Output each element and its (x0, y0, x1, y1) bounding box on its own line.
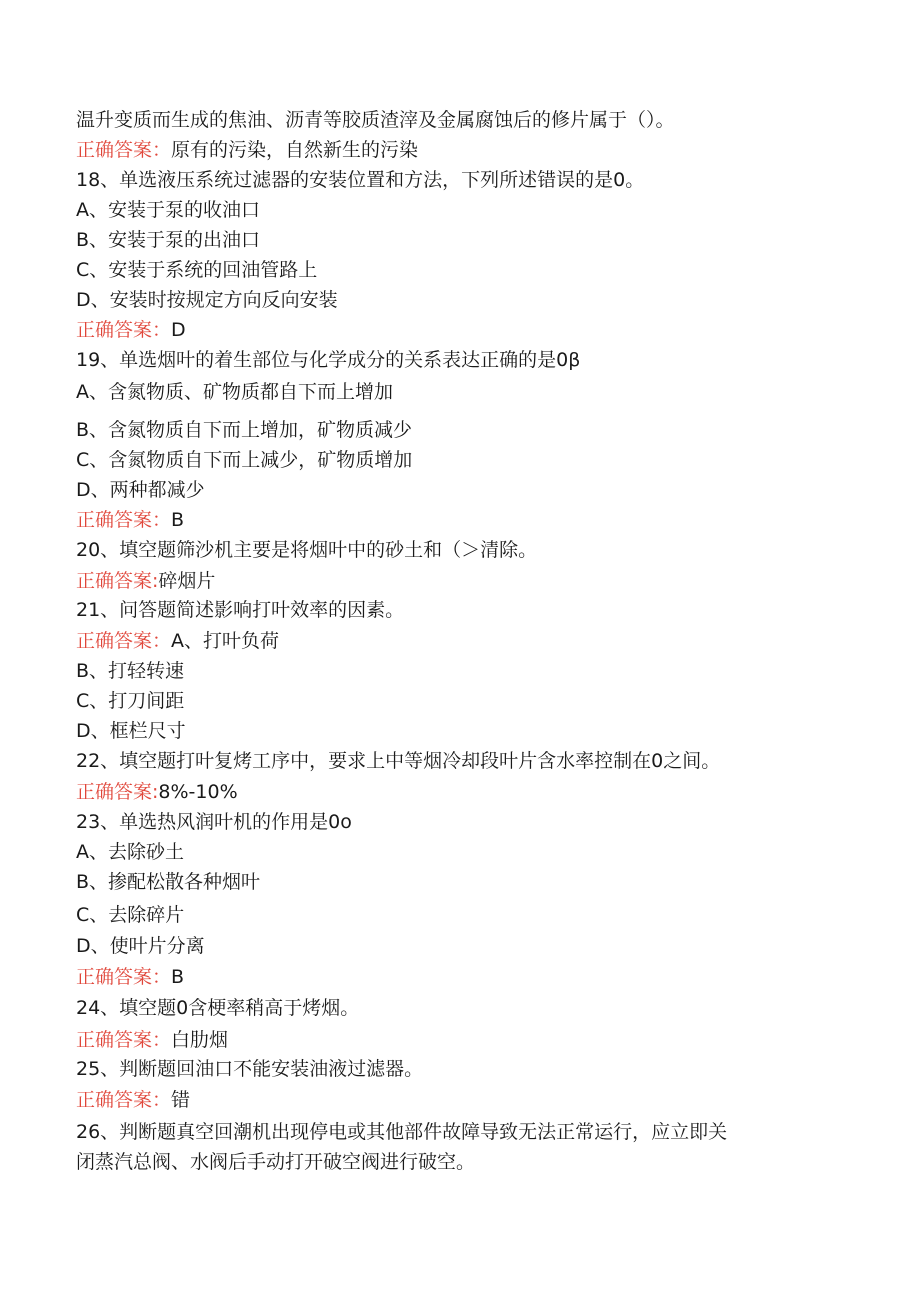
answer-value: 碎烟片 (158, 570, 216, 592)
question-line: 19、单选烟叶的着生部位与化学成分的关系表达正确的是0β (76, 349, 581, 371)
answer-value: 错 (171, 1089, 191, 1111)
answer-label: 正确答案: (76, 570, 159, 592)
option-line: B、含氮物质自下而上增加，矿物质减少 (76, 419, 413, 441)
answer-label: 正确答案： (76, 319, 172, 341)
answer-value: A、打叶负荷 (171, 630, 280, 652)
answer-line (76, 627, 279, 655)
option-line: B、掺配松散各种烟叶 (76, 871, 261, 893)
answer-line (76, 1086, 190, 1114)
question-line: 18、单选液压系统过滤器的安装位置和方法，下列所述错误的是0。 (76, 169, 645, 191)
answer-line (76, 506, 184, 534)
option-line: C、去除碎片 (76, 904, 185, 926)
option-line: B、安装于泵的出油口 (76, 229, 261, 251)
option-line: D、两种都减少 (76, 479, 205, 501)
answer-line (76, 567, 215, 595)
option-line: A、去除砂土 (76, 841, 184, 863)
answer-label: 正确答案: (76, 781, 159, 803)
option-line: C、含氮物质自下而上减少，矿物质增加 (76, 449, 413, 471)
option-line: D、使叶片分离 (76, 935, 205, 957)
answer-label: 正确答案： (76, 1029, 172, 1051)
answer-value: 8%-10% (158, 781, 238, 803)
question-line: 25、判断题回油口不能安装油液过滤器。 (76, 1058, 424, 1080)
answer-label: 正确答案： (76, 139, 172, 161)
text-line: 闭蒸汽总阀、水阀后手动打开破空阀进行破空。 (76, 1151, 476, 1173)
answer-label: 正确答案： (76, 630, 172, 652)
option-line: C、打刀间距 (76, 690, 185, 712)
option-line: B、打轻转速 (76, 660, 185, 682)
answer-line (76, 963, 184, 991)
answer-value: B (171, 966, 185, 988)
question-line: 22、填空题打叶复烤工序中，要求上中等烟冷却段叶片含水率控制在0之间。 (76, 750, 721, 772)
question-line: 23、单选热风润叶机的作用是0o (76, 811, 352, 833)
answer-line (76, 778, 238, 806)
question-line: 26、判断题真空回潮机出现停电或其他部件故障导致无法正常运行，应立即关 (76, 1121, 728, 1143)
question-line: 20、填空题筛沙机主要是将烟叶中的砂土和（＞清除。 (76, 539, 538, 561)
question-line: 21、问答题简述影响打叶效率的因素。 (76, 599, 405, 621)
answer-value: 白肋烟 (171, 1029, 229, 1051)
answer-label: 正确答案： (76, 1089, 172, 1111)
answer-line (76, 316, 186, 344)
answer-line (76, 136, 418, 164)
text-line: 温升变质而生成的焦油、沥青等胶质渣滓及金属腐蚀后的修片属于（）。 (76, 109, 675, 131)
answer-value: D (171, 319, 186, 341)
option-line: A、含氮物质、矿物质都自下而上增加 (76, 381, 393, 403)
answer-value: 原有的污染，自然新生的污染 (171, 139, 419, 161)
answer-label: 正确答案： (76, 509, 172, 531)
answer-label: 正确答案： (76, 966, 172, 988)
option-line: D、框栏尺寸 (76, 720, 186, 742)
option-line: A、安装于泵的收油口 (76, 199, 260, 221)
option-line: C、安装于系统的回油管路上 (76, 259, 318, 281)
option-line: D、安装时按规定方向反向安装 (76, 289, 338, 311)
answer-value: B (171, 509, 185, 531)
answer-line (76, 1026, 228, 1054)
question-line: 24、填空题0含梗率稍高于烤烟。 (76, 997, 360, 1019)
